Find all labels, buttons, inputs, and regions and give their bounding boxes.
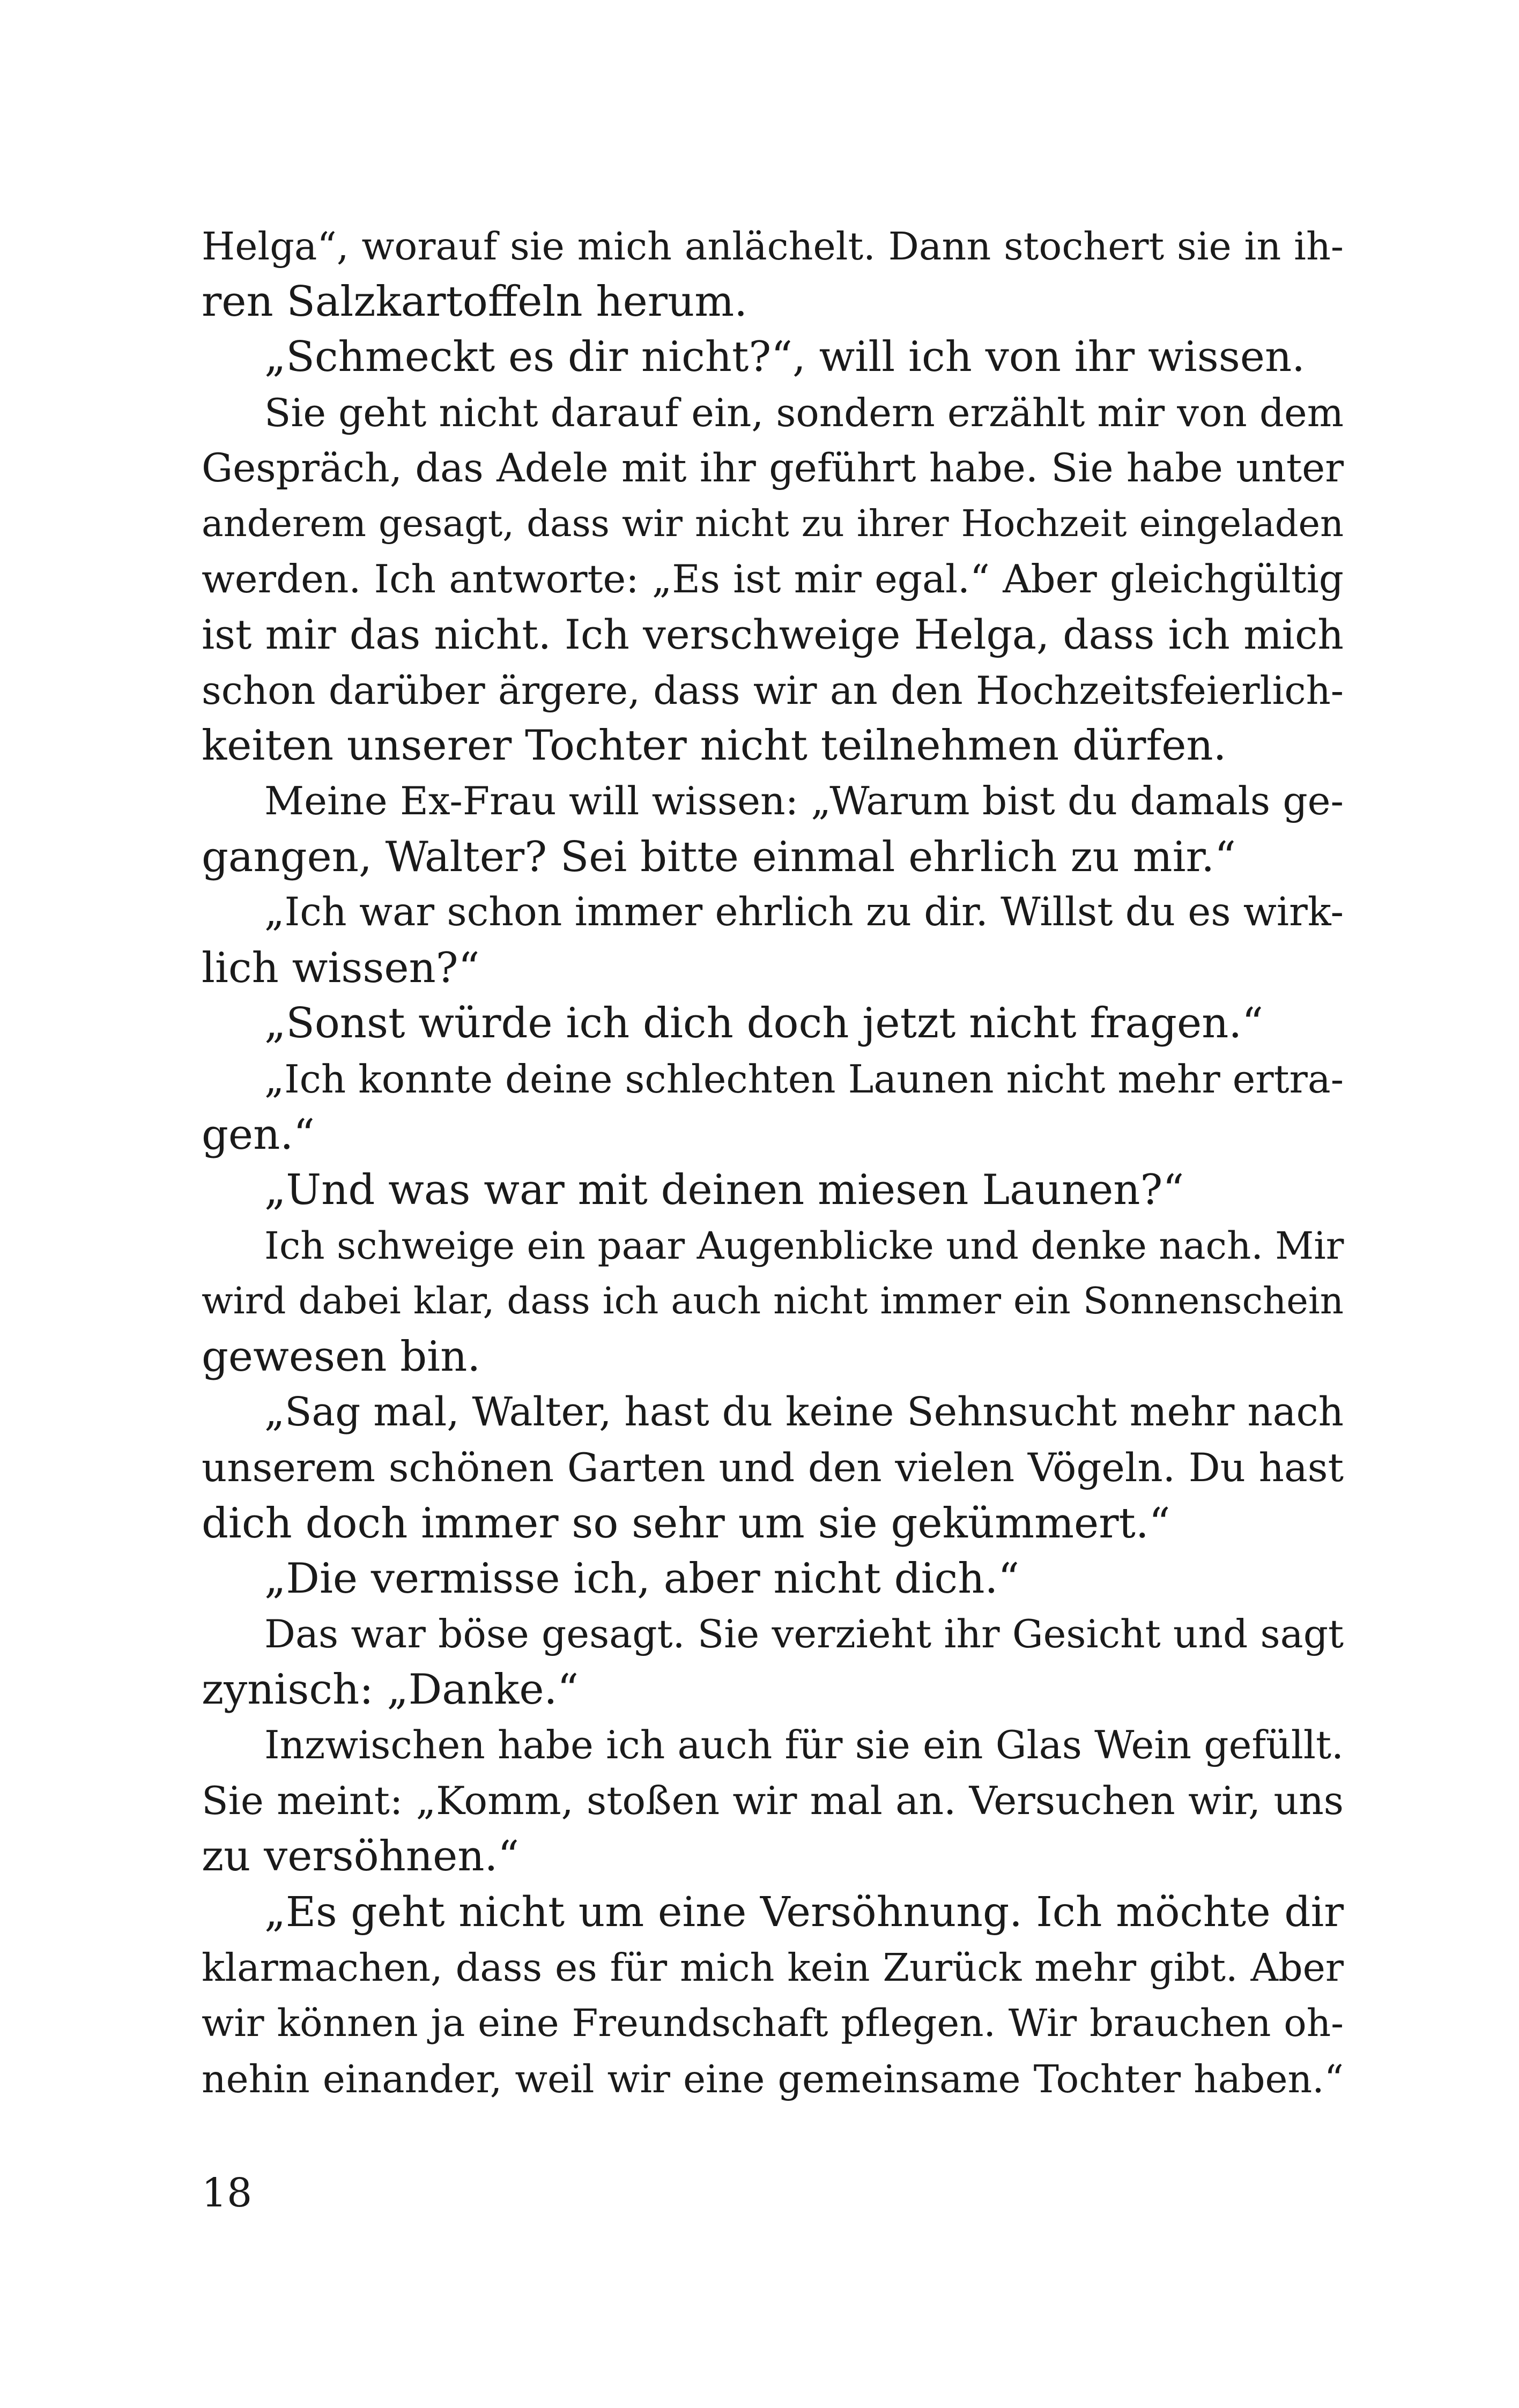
text-line: „Schmeckt es dir nicht?“, will ich von ihr wissen.	[264, 333, 1305, 382]
text-line: wir können ja eine Freundschaft pflegen. Wir brauchen oh-	[202, 2001, 1344, 2045]
text-line: gen.“	[202, 1110, 315, 1159]
text-line: zu versöhnen.“	[202, 1832, 520, 1881]
text-line: Sie geht nicht darauf ein, sondern erzählt mir von dem	[264, 390, 1344, 435]
text-line: zynisch: „Danke.“	[202, 1666, 579, 1714]
body-text	[202, 219, 1344, 2107]
text-line: ren Salzkartoffeln herum.	[202, 277, 748, 326]
text-line: „Die vermisse ich, aber nicht dich.“	[264, 1555, 1020, 1603]
text-line: werden. Ich antworte: „Es ist mir egal.“ Aber gleichgültig	[202, 556, 1344, 602]
text-line: Gespräch, das Adele mit ihr geführt habe. Sie habe unter	[202, 445, 1344, 492]
text-line: klarmachen, dass es für mich kein Zurück mehr gibt. Aber	[202, 1945, 1344, 1990]
text-line: „Sonst würde ich dich doch jetzt nicht fragen.“	[264, 999, 1264, 1048]
text-line: Meine Ex-Frau will wissen: „Warum bist du damals ge-	[264, 778, 1344, 824]
text-line: wird dabei klar, dass ich auch nicht immer ein Sonnenschein	[202, 1280, 1344, 1323]
text-line: „Ich war schon immer ehrlich zu dir. Willst du es wirk-	[264, 890, 1344, 935]
text-line: dich doch immer so sehr um sie gekümmert.“	[202, 1499, 1170, 1548]
text-line: gewesen bin.	[202, 1332, 481, 1381]
text-line: Ich schweige ein paar Augenblicke und denke nach. Mir	[264, 1223, 1344, 1268]
text-line: unserem schönen Garten und den vielen Vögeln. Du hast	[202, 1445, 1344, 1491]
text-line: lich wissen?“	[202, 943, 480, 992]
text-line: schon darüber ärgere, dass wir an den Hochzeitsfeierlich-	[202, 667, 1344, 713]
text-line: Sie meint: „Komm, stoßen wir mal an. Versuchen wir, uns	[202, 1778, 1344, 1824]
text-line: „Ich konnte deine schlechten Launen nicht mehr ertra-	[264, 1056, 1344, 1102]
text-line: gangen, Walter? Sei bitte einmal ehrlich zu mir.“	[202, 833, 1236, 881]
text-line: „Sag mal, Walter, hast du keine Sehnsucht mehr nach	[264, 1389, 1344, 1436]
text-line: nehin einander, weil wir eine gemeinsame Tochter haben.“	[202, 2056, 1344, 2101]
text-line: Helga“, worauf sie mich anlächelt. Dann stochert sie in ih-	[202, 224, 1344, 269]
text-line: keiten unserer Tochter nicht teilnehmen dürfen.	[202, 722, 1227, 770]
page-number: 18	[202, 2170, 253, 2216]
text-line: „Es geht nicht um eine Versöhnung. Ich möchte dir	[264, 1888, 1344, 1936]
text-line: Inzwischen habe ich auch für sie ein Glas Wein gefüllt.	[264, 1723, 1344, 1768]
text-line: Das war böse gesagt. Sie verzieht ihr Gesicht und sagt	[264, 1611, 1344, 1657]
text-line: ist mir das nicht. Ich verschweige Helga, dass ich mich	[202, 611, 1344, 659]
text-line: „Und was war mit deinen miesen Launen?“	[264, 1166, 1184, 1215]
text-line: anderem gesagt, dass wir nicht zu ihrer Hochzeit eingeladen	[202, 502, 1344, 545]
